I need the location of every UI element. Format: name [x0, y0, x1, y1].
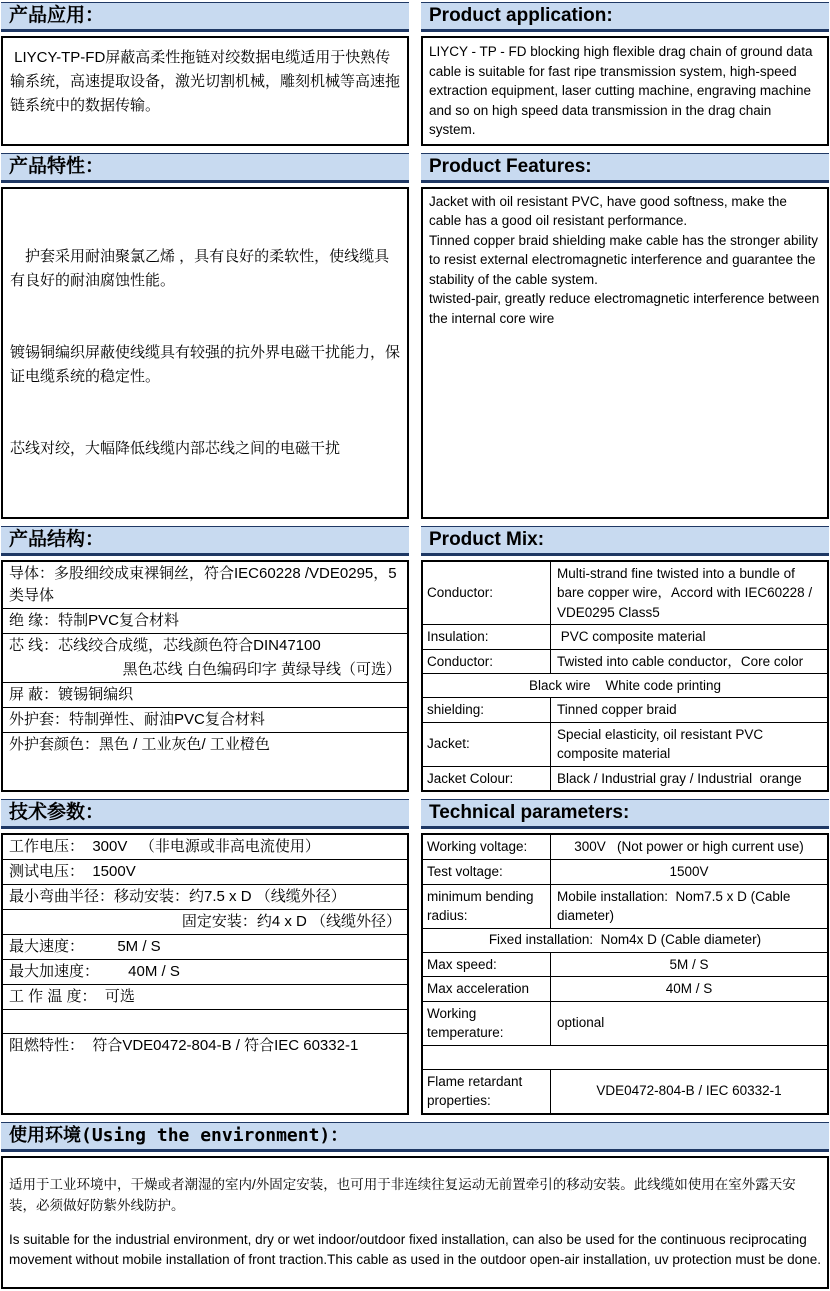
technical-parameters-table-zh: [1, 833, 409, 1115]
row-value: Multi-strand fine twisted into a bundle of bare copper wire，Accord with IEC60228 / VDE0295 Class5: [557, 565, 816, 620]
table-row: 固定安装：约4 x D （线缆外径）: [3, 909, 407, 934]
row-label: Flame retardant properties:: [423, 1070, 551, 1113]
table-row: [423, 766, 827, 791]
section-product-application: [1, 2, 829, 153]
row-label: shielding:: [423, 698, 551, 722]
feature-paragraph: Tinned copper braid shielding make cable has the stronger ability to resist external electromagnetic interference and guarantee the stability of the cable system.: [429, 232, 818, 287]
table-row: 工 作 温 度： 可选: [3, 984, 407, 1009]
table-row: [423, 697, 827, 722]
section-using-environment: [1, 1122, 829, 1290]
row-label: minimum bending radius:: [423, 885, 551, 928]
feature-paragraph: 镀锡铜编织屏蔽使线缆具有较强的抗外界电磁干扰能力，保证电缆系统的稳定性。: [10, 343, 401, 385]
environment-paragraph-zh: 适用于工业环境中，干燥或者潮湿的室内/外固定安装，也可用于非连续往复运动无前置牵引的移动安装。此线缆如使用在室外露天安装，必须做好防紫外线防护。: [9, 1177, 796, 1213]
table-row: 最大加速度： 40M / S: [3, 959, 407, 984]
table-row: Fixed installation: Nom4x D (Cable diameter): [423, 928, 827, 952]
feature-paragraph: Jacket with oil resistant PVC, have good softness, make the cable has a good oil resistant performance.: [429, 193, 787, 228]
row-value: VDE0472-804-B / IEC 60332-1: [596, 1083, 782, 1099]
row-label: Max speed:: [423, 953, 551, 977]
header-product-features-zh: 产品特性：: [1, 153, 409, 183]
row-label: Working voltage:: [423, 835, 551, 859]
header-using-environment: 使用环境(Using the environment)：: [1, 1122, 829, 1152]
table-row: 外护套颜色：黑色 / 工业灰色/ 工业橙色: [3, 732, 407, 757]
product-features-body-en: [421, 187, 829, 519]
row-value: optional: [557, 1015, 605, 1031]
row-label: Working temperature:: [423, 1002, 551, 1045]
product-mix-table-en: [421, 560, 829, 793]
table-row: 阻燃特性： 符合VDE0472-804-B / 符合IEC 60332-1: [3, 1033, 407, 1058]
table-row: 外护套：特制弹性、耐油PVC复合材料: [3, 707, 407, 732]
table-row: Black wire White code printing: [423, 673, 827, 697]
table-row: 黑色芯线 白色编码印字 黄绿导线（可选）: [122, 660, 401, 678]
header-product-application-en: Product application:: [421, 2, 829, 32]
table-row: 测试电压： 1500V: [3, 859, 407, 884]
row-label: Conductor:: [423, 650, 551, 674]
table-row: 导体：多股细绞成束裸铜丝，符合IEC60228 /VDE0295，5类导体: [9, 564, 397, 604]
row-value: Black / Industrial gray / Industrial orange: [557, 770, 802, 786]
table-row: [423, 884, 827, 928]
table-row: 芯 线：芯线绞合成缆，芯线颜色符合DIN47100: [3, 633, 407, 658]
using-environment-body: [1, 1156, 829, 1290]
row-value: 1500V: [669, 864, 709, 879]
table-row: [423, 1001, 827, 1045]
feature-paragraph: 护套采用耐油聚氯乙烯 ，具有良好的柔软性，使线缆具有良好的耐油腐蚀性能。: [10, 247, 390, 289]
row-value: PVC composite material: [557, 629, 706, 644]
table-row: [423, 562, 827, 625]
header-product-features-en: Product Features:: [421, 153, 829, 183]
table-row: [423, 624, 827, 649]
table-row: 最小弯曲半径：移动安装：约7.5 x D （线缆外径）: [3, 884, 407, 909]
header-product-mix-zh: 产品结构：: [1, 526, 409, 556]
row-label: Jacket:: [423, 723, 551, 766]
feature-paragraph: twisted-pair, greatly reduce electromagnetic interference between the internal core wire: [429, 291, 820, 326]
row-value: Special elasticity, oil resistant PVC composite material: [557, 726, 767, 761]
product-application-body-zh: LIYCY-TP-FD屏蔽高柔性拖链对绞数据电缆适用于快熟传输系统，高速提取设备，激光切割机械，雕刻机械等高速拖链系统中的数据传输。: [1, 36, 409, 146]
header-product-application-zh: 产品应用：: [1, 2, 409, 32]
row-value: 40M / S: [665, 981, 713, 996]
product-structure-table-zh: [1, 560, 409, 793]
technical-parameters-table-en: [421, 833, 829, 1115]
environment-paragraph-en: Is suitable for the industrial environment, dry or wet indoor/outdoor fixed installation, can also be used for the continuous reciprocating movement without mobile installation of front traction.This cable as used in the outdoor open-air installation, uv protection must be done.: [9, 1231, 821, 1267]
table-row: [423, 976, 827, 1001]
row-label: Test voltage:: [423, 860, 551, 884]
section-technical-parameters: [1, 799, 829, 1122]
row-label: Insulation:: [423, 625, 551, 649]
product-application-body-en: LIYCY - TP - FD blocking high flexible drag chain of ground data cable is suitable for fast ripe transmission system, high-speed extraction equipment, laser cutting machine, engraving machine and so on high speed data transmission in the drag chain system.: [421, 36, 829, 146]
header-product-mix-en: Product Mix:: [421, 526, 829, 556]
table-row: 绝 缘：特制PVC复合材料: [3, 608, 407, 633]
table-row: [423, 1069, 827, 1113]
section-product-features: [1, 153, 829, 526]
feature-paragraph: 芯线对绞，大幅降低线缆内部芯线之间的电磁干扰: [10, 439, 341, 457]
header-technical-parameters-zh: 技术参数：: [1, 799, 409, 829]
table-row: 工作电压： 300V （非电源或非高电流使用）: [9, 838, 320, 855]
row-value: 5M / S: [669, 956, 709, 972]
table-row: [423, 1045, 827, 1069]
row-label: Conductor:: [423, 562, 551, 625]
table-row: 屏 蔽：镀锡铜编织: [3, 682, 407, 707]
row-label: Max acceleration: [423, 977, 551, 1001]
header-technical-parameters-en: Technical parameters:: [421, 799, 829, 829]
row-value: 300V (Not power or high current use): [574, 839, 804, 855]
table-row: [423, 722, 827, 766]
section-product-mix: [1, 526, 829, 800]
table-row: [423, 952, 827, 977]
table-row: 最大速度： 5M / S: [3, 934, 407, 959]
table-row: [423, 859, 827, 884]
product-features-body-zh: [1, 187, 409, 519]
row-value: Twisted into cable conductor，Core color: [557, 653, 804, 669]
table-row: [3, 1009, 407, 1033]
table-row: [423, 649, 827, 674]
table-row: [423, 835, 827, 859]
row-value: Tinned copper braid: [557, 702, 677, 717]
row-value: Mobile installation: Nom7.5 x D (Cable diameter): [557, 888, 795, 923]
row-label: Jacket Colour:: [423, 767, 551, 791]
